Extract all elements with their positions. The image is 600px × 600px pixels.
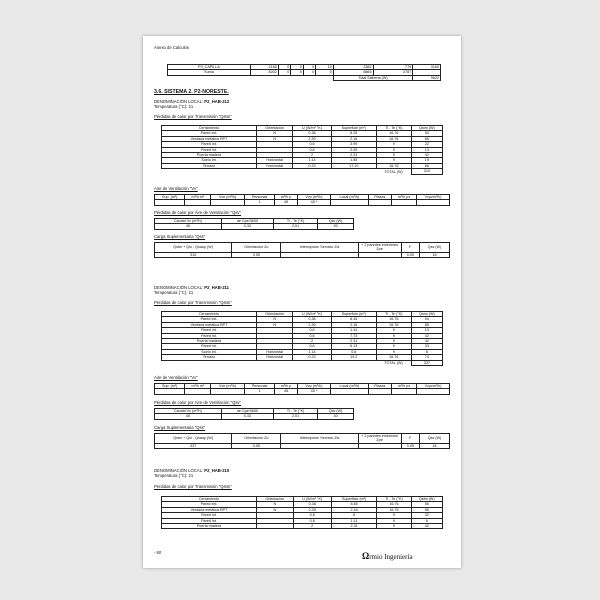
- room-temperature: Temperatura (°C): 21: [154, 290, 194, 295]
- table-cell: 6.13: [331, 344, 376, 349]
- table-cell: 16.76: [376, 163, 411, 168]
- table-cell: 42: [411, 153, 442, 158]
- table-cell: 1.14: [293, 158, 331, 163]
- table-cell: 0.6: [331, 349, 376, 354]
- table-cell: [368, 389, 391, 394]
- table-cell: 0: [303, 70, 316, 75]
- column-header: Qss (W): [420, 243, 450, 253]
- table-cell: [257, 524, 294, 529]
- table-cell: 0.05: [232, 252, 281, 257]
- qsv-title: Pérdidas de calor por Aire de Ventilación "Qsv": [154, 210, 242, 215]
- table-cell: [391, 200, 416, 205]
- table-cell: 2.31: [331, 524, 376, 529]
- column-header: de Cpe/3600: [221, 409, 273, 414]
- table-cell: N: [257, 131, 293, 136]
- table-cell: 0: [278, 70, 291, 75]
- supplementary-title: Carga Suplementaria "Qss": [154, 425, 206, 430]
- table-cell: 33: [411, 344, 442, 349]
- table-cell: 1.85: [331, 158, 376, 163]
- table-header: [155, 243, 450, 253]
- table-cell: Puerta madera: [162, 153, 257, 158]
- table-cell: 9: [376, 158, 411, 163]
- total-value: 9622: [413, 75, 441, 80]
- room-temperature: Temperatura (°C): 21: [154, 104, 194, 109]
- table-cell: 3160: [413, 65, 441, 70]
- column-header: Orientación Zo: [232, 434, 281, 444]
- summary-table: [167, 64, 441, 81]
- table-cell: Puerta madera: [162, 339, 257, 344]
- table-cell: 0.6: [293, 513, 331, 518]
- column-header: Vvpzm³/h): [417, 195, 450, 200]
- table-row: [155, 200, 450, 205]
- supplementary-table: [154, 242, 450, 258]
- table-cell: 0.38: [293, 317, 331, 322]
- table-cell: 1: [244, 389, 275, 394]
- table-cell: 8.65: [331, 502, 376, 507]
- supplementary-table: [154, 433, 450, 449]
- table-cell: 9: [376, 147, 411, 152]
- qsv-table: [154, 218, 354, 230]
- table-cell: 1.41: [331, 328, 376, 333]
- table-cell: 9: [377, 518, 411, 523]
- table-cell: 2382: [333, 65, 373, 70]
- table-cell: [331, 200, 368, 205]
- table-cell: 45: [275, 389, 297, 394]
- table-cell: 45 *: [297, 200, 330, 205]
- table-cell: 74: [411, 355, 442, 360]
- table-cell: 22: [411, 142, 442, 147]
- column-header: Qstm + Qsi - Qsaup (W): [155, 243, 232, 253]
- column-header: Qstm (W): [411, 312, 442, 317]
- column-header: Local (m³/h): [331, 195, 368, 200]
- table-cell: 2.16: [331, 136, 376, 141]
- table-cell: 16.76: [377, 502, 411, 507]
- table-cell: Pared ext.: [162, 131, 257, 136]
- table-cell: 6: [411, 518, 442, 523]
- table-cell: 9: [376, 142, 411, 147]
- column-header: Vvpzm³/h): [417, 384, 450, 389]
- column-header: m³/h pz: [391, 384, 416, 389]
- table-cell: 310: [155, 252, 232, 257]
- table-cell: 85: [411, 322, 442, 327]
- header-title: Anexo de Calculos: [154, 45, 189, 50]
- table-cell: 1.11: [331, 518, 376, 523]
- table-cell: 0.23: [293, 355, 331, 360]
- qsv-title: Pérdidas de calor por Aire de Ventilación "Qsv": [154, 400, 242, 405]
- table-cell: 2: [293, 524, 331, 529]
- column-header: m³/h m²: [185, 195, 211, 200]
- table-cell: 42: [411, 333, 442, 338]
- column-header: Sup. (m²): [155, 195, 185, 200]
- table-row: [155, 414, 354, 419]
- column-header: m³/h p: [275, 195, 297, 200]
- text-span: rmio Ingeniería: [369, 553, 413, 561]
- column-header: Superficie (m²): [331, 497, 376, 502]
- table-cell: [358, 252, 401, 257]
- table-cell: 9: [376, 349, 411, 354]
- table-cell: Horizontal: [257, 163, 293, 168]
- table-cell: 16: [420, 252, 450, 257]
- table-cell: [168, 75, 334, 80]
- table-cell: 2.16: [331, 507, 376, 512]
- table-row: [155, 443, 450, 448]
- table-cell: 2165: [251, 65, 279, 70]
- table-cell: 0.6: [293, 328, 331, 333]
- table-cell: 0.6: [293, 344, 331, 349]
- table-header: [155, 434, 450, 444]
- table-cell: [162, 360, 377, 365]
- table-cell: 2.39: [293, 322, 331, 327]
- table-cell: 0.23: [293, 163, 331, 168]
- total-label: TOTAL (W): [384, 360, 403, 365]
- table-cell: 30: [318, 224, 354, 229]
- column-header: Orientación: [257, 312, 293, 317]
- table-cell: 8.45: [331, 317, 376, 322]
- table-cell: Pared int.: [162, 142, 257, 147]
- ventilation-table: [154, 194, 450, 206]
- column-header: Orientación Zo: [232, 243, 281, 253]
- table-cell: 16.76: [376, 136, 411, 141]
- column-header: m³/h p: [275, 384, 297, 389]
- table-cell: N: [257, 317, 293, 322]
- table-row: [155, 252, 450, 257]
- column-header: U (W/m² °K): [293, 126, 331, 131]
- table-cell: 2.39: [293, 136, 331, 141]
- table-cell: 2.39: [331, 147, 376, 152]
- text-span: DENOMINACIÓN LOCAL:: [154, 99, 204, 104]
- table-cell: 1.14: [293, 349, 331, 354]
- table-cell: 0.38: [293, 131, 331, 136]
- total-label: Total Sistema (W): [333, 75, 412, 80]
- text-span: DENOMINACIÓN LOCAL:: [154, 285, 204, 290]
- table-cell: 0.6: [293, 142, 331, 147]
- table-row: [162, 169, 443, 174]
- transmission-title: Pérdidas de calor por Transmisión "Qstm": [154, 114, 232, 119]
- table-cell: 0.05: [401, 252, 419, 257]
- table-cell: 0: [303, 65, 316, 70]
- table-cell: 32: [411, 513, 442, 518]
- table-cell: Pared int.: [162, 328, 257, 333]
- table-cell: [155, 200, 185, 205]
- table-cell: 30: [318, 414, 354, 419]
- table-cell: P3_CAPILLA: [168, 65, 251, 70]
- table-cell: 779: [373, 65, 413, 70]
- text-span: P2_HAB-210: [204, 468, 230, 473]
- column-header: Caudal Vv (m³/h): [155, 219, 222, 224]
- table-cell: 2.16: [331, 322, 376, 327]
- column-header: U (W/m² °K): [293, 312, 331, 317]
- table-cell: [185, 389, 211, 394]
- table-cell: 16.76: [376, 355, 411, 360]
- table-cell: 16.76: [377, 507, 411, 512]
- table-cell: [417, 200, 450, 205]
- transmission-table: [161, 125, 443, 175]
- table-cell: Suma: [168, 70, 251, 75]
- qsv-table: [154, 408, 354, 420]
- table-cell: 45: [155, 414, 222, 419]
- column-header: F: [401, 434, 419, 444]
- table-cell: 42: [411, 524, 442, 529]
- table-cell: 16.76: [376, 317, 411, 322]
- column-header: Superficie (m²): [331, 126, 376, 131]
- table-row: [162, 524, 443, 529]
- column-header: Orientación: [257, 497, 294, 502]
- column-header: + 2 paredes exteriores Zpe: [358, 434, 401, 444]
- table-cell: 2.39: [293, 507, 331, 512]
- table-cell: Puerta madera: [162, 524, 257, 529]
- table-cell: 2.31: [331, 153, 376, 158]
- table-cell: Ventana metálica RPT: [162, 507, 257, 512]
- column-header: m³/h pz: [391, 195, 416, 200]
- table-cell: 55: [411, 502, 442, 507]
- table-cell: 9: [376, 333, 411, 338]
- table-cell: [368, 200, 391, 205]
- table-cell: 0.6: [293, 518, 331, 523]
- column-header: Ti - Te (°K): [376, 312, 411, 317]
- table-cell: 3.99: [331, 142, 376, 147]
- table-cell: Suelo int.: [162, 349, 257, 354]
- column-header: Interrupción Servicio Zis: [281, 434, 358, 444]
- table-cell: 2.31: [331, 339, 376, 344]
- room-temperature: Temperatura (°C): 21: [154, 473, 194, 478]
- table-cell: 0.05: [232, 443, 281, 448]
- document-page: [143, 36, 461, 568]
- ventilation-title: Aire de Ventilación "Vv": [154, 186, 198, 191]
- column-header: Sup. (m²): [155, 384, 185, 389]
- column-header: Plazas: [368, 195, 391, 200]
- column-header: Local (m³/h): [331, 384, 368, 389]
- table-cell: 2: [293, 339, 331, 344]
- table-cell: Horizontal: [257, 355, 293, 360]
- column-header: Qsv (W): [318, 219, 354, 224]
- table-cell: 9: [376, 328, 411, 333]
- table-cell: [281, 443, 358, 448]
- table-cell: 6865: [333, 70, 373, 75]
- table-cell: 53: [411, 131, 442, 136]
- table-cell: [417, 389, 450, 394]
- column-header: Superficie (m²): [331, 312, 376, 317]
- column-header: Caudal Vv (m³/h): [155, 409, 222, 414]
- table-cell: 10: [316, 65, 334, 70]
- table-cell: Horizontal: [257, 349, 293, 354]
- table-cell: 19.2: [331, 355, 376, 360]
- table-cell: 42: [411, 339, 442, 344]
- column-header: Vve (m³/h): [211, 384, 244, 389]
- table-row: [162, 360, 443, 365]
- table-row: [155, 224, 354, 229]
- table-cell: Ventana metálica RPT: [162, 322, 257, 327]
- text-span: P2_HAB-212: [204, 99, 230, 104]
- table-row: [168, 75, 441, 80]
- table-cell: N: [257, 507, 294, 512]
- table-cell: Pared int.: [162, 333, 257, 338]
- table-cell: 17.19: [331, 163, 376, 168]
- table-cell: 16.76: [376, 131, 411, 136]
- table-cell: 6: [331, 513, 376, 518]
- table-cell: [211, 200, 244, 205]
- table-cell: 8.25: [331, 131, 376, 136]
- table-cell: 6: [411, 349, 442, 354]
- table-cell: Pared int.: [162, 513, 257, 518]
- table-cell: Terrazo: [162, 355, 257, 360]
- table-header: [162, 312, 443, 317]
- table-header: [162, 126, 443, 131]
- column-header: de Cpe/3600: [221, 219, 273, 224]
- table-cell: 45: [155, 224, 222, 229]
- table-cell: Pared ext.: [162, 317, 257, 322]
- section-title: 3.6. SISTEMA 2. P2-NORESTE.: [154, 89, 229, 95]
- transmission-title: Pérdidas de calor por Transmisión "Qstm": [154, 484, 232, 489]
- table-cell: 9: [376, 339, 411, 344]
- table-cell: [211, 389, 244, 394]
- table-cell: 2.01: [273, 224, 317, 229]
- table-cell: 66: [411, 163, 442, 168]
- table-cell: 9: [376, 344, 411, 349]
- table-cell: 0: [291, 70, 304, 75]
- table-cell: Pared int.: [162, 344, 257, 349]
- column-header: + 2 paredes exteriores Zpe: [358, 243, 401, 253]
- column-header: Qsv (W): [318, 409, 354, 414]
- table-cell: 0.38: [293, 502, 331, 507]
- table-cell: [185, 200, 211, 205]
- table-cell: 85: [411, 507, 442, 512]
- column-header: F: [401, 243, 419, 253]
- table-cell: [331, 389, 368, 394]
- table-cell: [358, 443, 401, 448]
- table-cell: 19: [411, 158, 442, 163]
- column-header: Ti - Te (°K): [376, 126, 411, 131]
- column-header: Interrupción Servicio Zis: [281, 243, 358, 253]
- column-header: Personas: [244, 384, 275, 389]
- table-cell: Terrazo: [162, 163, 257, 168]
- column-header: Qstm (W): [411, 497, 442, 502]
- table-cell: 0.05: [401, 443, 419, 448]
- table-cell: 0.33: [221, 224, 273, 229]
- table-cell: 0.6: [293, 333, 331, 338]
- transmission-title: Pérdidas de calor por Transmisión "Qstm": [154, 300, 232, 305]
- column-header: Qss (W): [420, 434, 450, 444]
- table-cell: 85: [411, 136, 442, 141]
- table-cell: 54: [411, 317, 442, 322]
- column-header: Personas: [244, 195, 275, 200]
- table-cell: 13: [411, 328, 442, 333]
- supplementary-title: Carga Suplementaria "Qss": [154, 234, 206, 239]
- column-header: m³/h m²: [185, 384, 211, 389]
- column-header: Ti - Te (°K): [273, 219, 317, 224]
- column-header: Cerramiento: [162, 312, 257, 317]
- text-span: P2_HAB-211: [204, 285, 229, 290]
- table-cell: 0: [291, 65, 304, 70]
- table-cell: N: [257, 322, 293, 327]
- table-cell: 9: [377, 524, 411, 529]
- table-cell: 9: [376, 153, 411, 158]
- column-header: Vve (m³/h): [211, 195, 244, 200]
- column-header: Ti - Te (°K): [273, 409, 317, 414]
- column-header: Cerramiento: [162, 126, 257, 131]
- table-cell: Suelo int.: [162, 158, 257, 163]
- total-value: 337: [411, 360, 442, 365]
- table-cell: Pared ext.: [162, 502, 257, 507]
- table-header: [162, 497, 443, 502]
- column-header: Qstm + Qsi - Qsaup (W): [155, 434, 232, 444]
- table-cell: 0: [316, 70, 334, 75]
- table-cell: N: [257, 502, 294, 507]
- table-cell: [391, 389, 416, 394]
- table-cell: 8202: [251, 70, 279, 75]
- table-cell: 1: [244, 200, 275, 205]
- table-cell: [155, 389, 185, 394]
- table-cell: 45: [275, 200, 297, 205]
- column-header: Plazas: [368, 384, 391, 389]
- total-label: TOTAL (W): [384, 169, 403, 174]
- table-cell: [162, 169, 377, 174]
- column-header: Cerramiento: [162, 497, 257, 502]
- column-header: Orientación: [257, 126, 293, 131]
- transmission-table: [161, 496, 443, 529]
- total-value: 310: [411, 169, 442, 174]
- text-span: DENOMINACIÓN LOCAL:: [154, 468, 204, 473]
- column-header: Ti - Te (°K): [377, 497, 411, 502]
- column-header: Vvp (m³/h): [297, 384, 330, 389]
- table-cell: N: [257, 136, 293, 141]
- table-cell: Pared int.: [162, 518, 257, 523]
- table-cell: 2787: [373, 70, 413, 75]
- table-cell: 0.33: [221, 414, 273, 419]
- table-cell: 0.6: [293, 147, 331, 152]
- table-cell: 2: [293, 153, 331, 158]
- column-header: U (W/m² °K): [293, 497, 331, 502]
- column-header: Qstm (W): [411, 126, 442, 131]
- ventilation-table: [154, 383, 450, 395]
- company-logo: Ωrmio Ingeniería: [362, 551, 413, 561]
- page-number: - 60: [154, 550, 162, 555]
- table-cell: [281, 252, 358, 257]
- column-header: Vvp (m³/h): [297, 195, 330, 200]
- table-cell: 7.73: [331, 333, 376, 338]
- table-cell: Horizontal: [257, 158, 293, 163]
- transmission-table: [161, 311, 443, 366]
- table-cell: 16: [420, 443, 450, 448]
- table-cell: 45 *: [297, 389, 330, 394]
- table-row: [155, 389, 450, 394]
- table-cell: Ventana metálica RPT: [162, 136, 257, 141]
- table-cell: 16.76: [376, 322, 411, 327]
- ventilation-title: Aire de Ventilación "Vv": [154, 375, 198, 380]
- table-cell: 9: [377, 513, 411, 518]
- table-cell: 0: [278, 65, 291, 70]
- table-cell: 2.01: [273, 414, 317, 419]
- table-cell: Pared int.: [162, 147, 257, 152]
- table-cell: 13: [411, 147, 442, 152]
- table-cell: 337: [155, 443, 232, 448]
